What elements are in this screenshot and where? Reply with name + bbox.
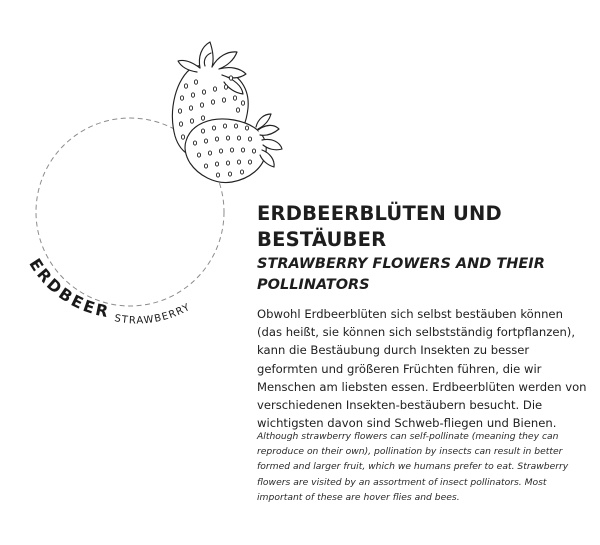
badge-name-de: ERDBEER [25, 254, 113, 322]
body-text-de: Obwohl Erdbeerblüten sich selbst bestäuben können (das heißt, sie können sich selbstständig fortpflanzen), kann die Bestäubung durch Insekten zu besser geformten und größeren Früchten führen, die wir Menschen am liebsten essen. Erdbeerblüten werden von verschiedenen Insekten-bestäubern besucht. Die wichtigsten davon sind Schweb-fliegen und Bienen. [257, 307, 587, 431]
badge-name-en: STRAWBERRY [113, 301, 193, 327]
section-heading-de: ERDBEERBLÜTEN UND BESTÄUBER [257, 202, 502, 251]
body-text-en: Although strawberry flowers can self-pollinate (meaning they can reproduce on their own), pollination by insects can result in better formed and larger fruit, which we humans prefer to eat. Strawberry flowers are visited by an assortment of insect pollinators. Most important of these are hover flies and bees. [257, 431, 569, 503]
section-heading-en: STRAWBERRY FLOWERS AND THEIR POLLINATORS [257, 256, 545, 293]
